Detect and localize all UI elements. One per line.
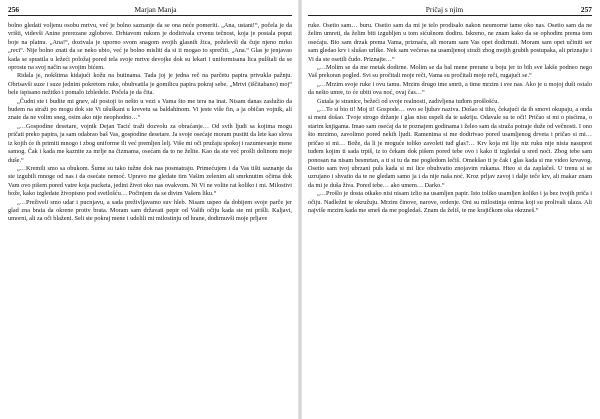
paragraph: „…Prošlo je dosta otkako nisi nisam izlio na usamljen papir. Isto toliko usamljen koliko i ja bez tvojih priča i očiju. Nadležni te okružuju. Mrzim činove, narove, ordenje. Oni su milostinja onima koji su prolivali ulaza. Ali najviše mrzim kada me smeš da me pogledaš. Znam da želiš, te me krajičkom oka okrzneš.“	[308, 190, 592, 214]
paragraph: Ridala je, nokštima kidajući kožu na butinama. Tada joj je jedna reč na parčetu papira privukla pažnju. Obrisavši suze i suze jednim pokretom ruke, obuhvatila je gomilicu papira pokraj sebe. „Mrtvi (iščitabano) moj“ bele ispisano nežitko i pomalo izbledelo. Počela je da čita.	[8, 72, 292, 97]
paragraph: „…To si bio ti! Moj ti! Gospode… ovo se ljubav naziva. Došao si tiho, čekajući da ih smovi okupaju, a onda si meni došao. Tvoje strogo držanje i glas nisu uspeli da te sakriju. Odavale su te oči! Pričao si mi o pisćima, o starim knjigama. Imao sam osećaj da te poznajem godinama i želeo sam da straža potraje duže od večnosti. I ono što mrzimo, zavolimo pored nekih ljudi. Ramenima si me dodirivao pored usamljenog drveta i pričao si mi… pričao si mi… Bože, da li je moguće toliko zavoleti tuđ glas?… Krv koja mi lije niz ruku nije nista nasuprot tuđem kojim ti sada trpiš, iz to čekam dok pišem pored tebe ovo i kako ti izgledaš u sred noći. Zbog tebe sam ponosan na nisam besmrtan, a ti si tu da me pogledom lečiš. Omekšao ti je čak i glas kada si me video krvavog. Osetio sam tvoj ubrzani puls kada si mi lice obuhvatio znojavim rukama. Hteo si da zaplačeš. U trenu si se uzrujano i shvatio da te ne gledam samo ja i da nije naša noć. Kroz prljav zavoj i dalje teče krv, ali makar znam da mi je duša živa. Pored tebe… ako umem… Darko.“	[308, 106, 592, 189]
paragraph: bolno gledati voljenu osobu mrtvu, već je bolno saznanje da se ona neće pomeriti. „Ana, ustani!“, počela je da vrišti, videvši Anine prerezane zglobove. Drhtavom rukom je dodirivala crvenu tečnost, koja je postala poput boje na platnu. „Ana!“, dozivala je uporno svom snagom svojih glasnih žica, poželevši da čuje njeno mrko „reci“. Nije bolno znati da se neko ubio, već je bolno misliti da si ti mogao to sprečiti. „Ana.“ Glas je jenjavao kada se spustila u ležeći položaj pored tela svoje mrtve devojke dok su lekari i uniformisana lica pulštali da se oproste na svoj način sa svojim bićem.	[8, 22, 292, 72]
paragraph: ruke. Osetio sam… buru. Osetio sam da mi je telo prodisalo nakon neumorne tame oko nas. Osetio sam da ne želim umreti, da želim biti izgubljen u tom sićušnom dodiru. Iskreno, ne znam kako da se ophodim prema tom osećaju. Bio sam drzak prema Vama, priznaću, ali moram sam Vas opet dodirnuti. Moram sam opet učiniti ser sam gledao krv i slušao urlike. Nek sam večeras na usamljenoj straži zbog mojih grubih postupaka, ali priznajte i Vi da ste osetili čudo. Priznajte…“	[308, 22, 592, 63]
paragraph: „…Preživeli smo udar i pucnjavu, a sada preživljavamo suv hleb. Nisam uspeo da dobijem svoje parče jer glad zna brata da okrene protiv brata. Moram sam državati pepir od Vaših očiju kada ste mi prišli. Kaljavi, umorni, ali za oči blaženi. Seli ste pokraj mene i udelili mi milostinju od hrane, dodirnuvši moje prljave	[8, 198, 292, 223]
left-page	[0, 0, 298, 419]
paragraph: „…Mrzim svoje ruke i ovu tamu. Mrzim drugo ime smrti, a time mrzim i sve nas. Ako je u mojoj duši ostalo da nešto umre, to će ubiti ova noć, ovaj čas…“	[308, 80, 592, 97]
left-page-number: 256	[8, 5, 20, 14]
paragraph: „…Gospodine desetare, vojnik Dejan Tacić traži dozvolu za obraćanje… Od svih ljudi sa kojima mogu pričati preko papira, ja sam odabrao baš Vas, gospodine desetare. Ja svoje osećaje moram pustiti da lete kao slova iz kojih će ih primiti mnogo i zbog uniforme ili već premljen lelj. Više mi oči pružaju spokoj i razumevanje mene samog. Čak i kada me kaznite za mrlje na čizmama, osećam da to ne želite. Kao da ste već prošli dolinom moje duše.“	[8, 122, 292, 164]
paragraph: „…Kremili smo sa obukom. Šume su tako tužne dok nas posmatraju. Primećujem i da Vas tišti saznanje da ste izgubili mnoge od nas i da osećate nemoć. Upravo me gledate tim Vašim zelenim ali smrknutim očima dok Vam ovo pišem pored vatre koja pucketa, jedini život oko nas ovakvom. Ni Vi ne volite rat koliko i mi. Milostivi bože, kako izgledate živopisno pod svetlošću… Počinjem da se divim Vašem liku.“	[8, 164, 292, 198]
left-page-header	[8, 5, 292, 16]
paragraph: „…Molim se da me metak dodirne. Molim se da bal mene prerane u boju jer to bih sve lakše podneo nego Vaš prekoran pogled. Svi su pročitali moje reči, Vama su pročitali moje reči, rugajući se.“	[308, 64, 592, 80]
paragraph: Gutala je stranice, bežeći od svoje realnosti, zadivljena tuđom prošlošću.	[317, 97, 499, 105]
left-page-body	[8, 22, 292, 224]
right-page-header	[308, 5, 592, 16]
right-page-body	[308, 22, 592, 215]
left-running-head: Marjan Manja	[134, 5, 177, 14]
right-running-head: Pričaj s njim	[425, 5, 464, 14]
paragraph: „Čudni ste i budite mi gnev, ali postoji to nešto u vezi s Vama što me tera na inat. Nisam danas zaslužio da budem na straži po mogu dok ste Vi ušuškani u krevetu sa baldahinom. Vi jeste više fin, a ja običan vojnik, ali znate da ne volim sneg, osim ako nije neophodno…“	[8, 97, 292, 122]
right-page-number: 257	[580, 5, 592, 14]
right-page	[302, 0, 600, 419]
